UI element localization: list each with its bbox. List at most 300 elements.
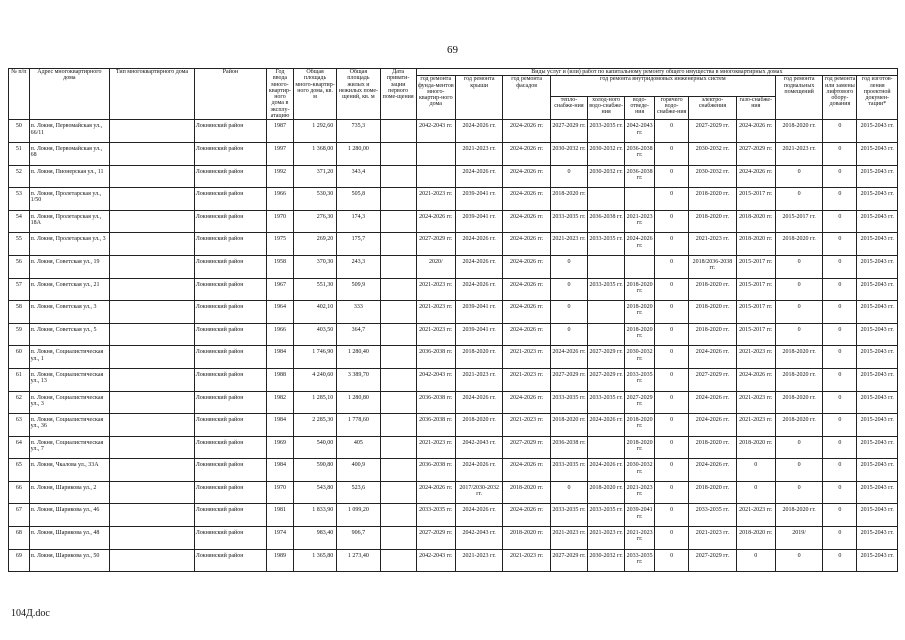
cell-docs: 2015-2043 гг. <box>857 436 898 459</box>
cell-hot: 0 <box>655 323 689 346</box>
header-living-area: Общая площадь жилых и нежилых поме-щений, кв. м <box>337 69 380 120</box>
cell-heat: 0 <box>550 301 587 324</box>
cell-facade: 2024-2026 гг. <box>503 255 550 278</box>
cell-roof: 2024-2026 гг. <box>455 120 502 143</box>
cell-type <box>110 459 195 482</box>
cell-hot: 0 <box>655 301 689 324</box>
cell-roof: 2039-2041 гг. <box>455 301 502 324</box>
cell-district: Локнянский район <box>194 233 266 256</box>
cell-type <box>110 549 195 572</box>
cell-living: 1 099,20 <box>337 504 380 527</box>
cell-lift: 0 <box>823 459 857 482</box>
cell-living: 333 <box>337 301 380 324</box>
cell-n: 50 <box>9 120 30 143</box>
cell-living: 3 389,70 <box>337 368 380 391</box>
cell-elec: 2021-2023 гг. <box>689 527 736 550</box>
cell-facade: 2024-2026 гг. <box>503 301 550 324</box>
cell-gas: 2021-2023 гг. <box>736 346 775 369</box>
cell-hot: 0 <box>655 459 689 482</box>
cell-hot: 0 <box>655 527 689 550</box>
cell-roof: 2021-2023 гг. <box>455 368 502 391</box>
header-district: Район <box>194 69 266 120</box>
header-privatization-date: Дата привати-зации первого поме-щения <box>380 69 416 120</box>
cell-docs: 2015-2043 гг. <box>857 481 898 504</box>
cell-heat: 2018-2020 гг. <box>550 414 587 437</box>
cell-found: 2036-2038 гг. <box>416 459 455 482</box>
cell-heat: 2024-2026 гг. <box>550 346 587 369</box>
cell-n: 57 <box>9 278 30 301</box>
cell-sewer: 2027-2029 гг. <box>625 391 655 414</box>
cell-gas: 2015-2017 гг. <box>736 278 775 301</box>
cell-facade: 2027-2029 гг. <box>503 436 550 459</box>
cell-n: 66 <box>9 481 30 504</box>
cell-cold: 2018-2020 гг. <box>588 481 625 504</box>
table-row <box>9 527 898 550</box>
table-row <box>9 188 898 211</box>
cell-docs: 2015-2043 гг. <box>857 278 898 301</box>
cell-elec: 2018-2020 гг. <box>689 188 736 211</box>
cell-gas: 2018-2020 гг. <box>736 436 775 459</box>
cell-heat: 2027-2029 гг. <box>550 549 587 572</box>
cell-address: п. Локня, Советская ул., 21 <box>29 278 110 301</box>
cell-hot: 0 <box>655 233 689 256</box>
capital-repair-table <box>8 68 898 572</box>
cell-n: 51 <box>9 142 30 165</box>
cell-n: 61 <box>9 368 30 391</box>
cell-heat: 0 <box>550 278 587 301</box>
cell-found: 2027-2029 гг. <box>416 527 455 550</box>
cell-gas: 2015-2017 гг. <box>736 301 775 324</box>
cell-priv <box>380 255 416 278</box>
cell-found: 2036-2038 гг. <box>416 414 455 437</box>
cell-cold: 2033-2035 гг. <box>588 504 625 527</box>
cell-year: 1966 <box>267 188 294 211</box>
cell-sewer: 2024-2026 гг. <box>625 233 655 256</box>
cell-n: 52 <box>9 165 30 188</box>
cell-living: 1 273,40 <box>337 549 380 572</box>
cell-type <box>110 323 195 346</box>
cell-facade: 2024-2026 гг. <box>503 504 550 527</box>
cell-base: 0 <box>775 188 822 211</box>
cell-roof: 2021-2023 гг. <box>455 549 502 572</box>
cell-living: 1 778,60 <box>337 414 380 437</box>
cell-lift: 0 <box>823 233 857 256</box>
cell-base: 2018-2020 гг. <box>775 414 822 437</box>
cell-year: 1969 <box>267 436 294 459</box>
cell-lift: 0 <box>823 278 857 301</box>
cell-year: 1966 <box>267 323 294 346</box>
cell-roof: 2021-2023 гг. <box>455 142 502 165</box>
header-design-docs: год изготов-ления проектной докумен-тации* <box>857 76 898 120</box>
cell-roof: 2024-2026 гг. <box>455 255 502 278</box>
cell-base: 2018-2020 гг. <box>775 346 822 369</box>
cell-district: Локнянский район <box>194 391 266 414</box>
cell-total: 1 365,80 <box>293 549 336 572</box>
cell-gas: 2024-2026 гг. <box>736 165 775 188</box>
cell-found: 2021-2023 гг. <box>416 278 455 301</box>
cell-found <box>416 142 455 165</box>
header-gas: газо-снабже-ния <box>736 96 775 120</box>
cell-type <box>110 165 195 188</box>
cell-sewer: 2039-2041 гг. <box>625 504 655 527</box>
cell-district: Локнянский район <box>194 301 266 324</box>
cell-base: 2015-2017 гг. <box>775 210 822 233</box>
cell-hot: 0 <box>655 414 689 437</box>
cell-facade: 2021-2023 гг. <box>503 368 550 391</box>
cell-facade: 2024-2026 гг. <box>503 233 550 256</box>
cell-year: 1982 <box>267 391 294 414</box>
cell-hot: 0 <box>655 549 689 572</box>
cell-cold: 2033-2035 гг. <box>588 391 625 414</box>
cell-found: 2036-2038 гг. <box>416 391 455 414</box>
cell-total: 276,30 <box>293 210 336 233</box>
cell-docs: 2015-2043 гг. <box>857 165 898 188</box>
cell-facade: 2024-2026 гг. <box>503 323 550 346</box>
cell-total: 4 240,60 <box>293 368 336 391</box>
cell-cold: 2024-2026 гг. <box>588 414 625 437</box>
header-roof: год ремонта крыши <box>455 76 502 120</box>
cell-docs: 2015-2043 гг. <box>857 391 898 414</box>
cell-living: 243,3 <box>337 255 380 278</box>
header-sewer: водо-отведе-ния <box>625 96 655 120</box>
cell-type <box>110 142 195 165</box>
cell-priv <box>380 414 416 437</box>
table-row <box>9 346 898 369</box>
cell-address: п. Локня, Чкалова ул., 33А <box>29 459 110 482</box>
header-facade: год ремонта фасадов <box>503 76 550 120</box>
cell-heat: 2033-2035 гг. <box>550 391 587 414</box>
cell-type <box>110 188 195 211</box>
cell-gas: 2027-2029 гг. <box>736 142 775 165</box>
cell-docs: 2015-2043 гг. <box>857 414 898 437</box>
cell-type <box>110 301 195 324</box>
cell-address: п. Локня, Социалистическая ул., 1 <box>29 346 110 369</box>
cell-facade: 2024-2026 гг. <box>503 188 550 211</box>
cell-address: п. Локня, Социалистическая ул., 3 <box>29 391 110 414</box>
cell-base: 0 <box>775 301 822 324</box>
cell-found: 2021-2023 гг. <box>416 436 455 459</box>
cell-facade: 2024-2026 гг. <box>503 142 550 165</box>
cell-found: 2027-2029 гг. <box>416 233 455 256</box>
cell-district: Локнянский район <box>194 142 266 165</box>
cell-total: 2 285,30 <box>293 414 336 437</box>
cell-address: п. Локня, Шарикова ул., 50 <box>29 549 110 572</box>
cell-hot: 0 <box>655 255 689 278</box>
cell-n: 69 <box>9 549 30 572</box>
cell-docs: 2015-2043 гг. <box>857 210 898 233</box>
cell-priv <box>380 481 416 504</box>
table-row <box>9 459 898 482</box>
cell-total: 403,50 <box>293 323 336 346</box>
cell-priv <box>380 188 416 211</box>
header-hot-water: горячего водо-снабже-ния <box>655 96 689 120</box>
table-row <box>9 549 898 572</box>
cell-cold <box>588 188 625 211</box>
cell-sewer: 2036-2038 гг. <box>625 142 655 165</box>
cell-type <box>110 527 195 550</box>
cell-living: 364,7 <box>337 323 380 346</box>
cell-type <box>110 436 195 459</box>
cell-district: Локнянский район <box>194 346 266 369</box>
cell-living: 505,8 <box>337 188 380 211</box>
cell-district: Локнянский район <box>194 188 266 211</box>
cell-district: Локнянский район <box>194 504 266 527</box>
cell-facade: 2024-2026 гг. <box>503 459 550 482</box>
cell-cold <box>588 255 625 278</box>
cell-found: 2020/ <box>416 255 455 278</box>
cell-n: 65 <box>9 459 30 482</box>
cell-lift: 0 <box>823 346 857 369</box>
cell-living: 1 280,80 <box>337 391 380 414</box>
table-row <box>9 255 898 278</box>
cell-lift: 0 <box>823 414 857 437</box>
cell-n: 60 <box>9 346 30 369</box>
cell-elec: 2033-2035 гг. <box>689 504 736 527</box>
cell-year: 1987 <box>267 120 294 143</box>
cell-base: 0 <box>775 278 822 301</box>
cell-heat: 2027-2029 гг. <box>550 368 587 391</box>
cell-address: п. Локня, Пролетарская ул., 18А <box>29 210 110 233</box>
cell-facade: 2021-2023 гг. <box>503 549 550 572</box>
cell-district: Локнянский район <box>194 323 266 346</box>
cell-year: 1975 <box>267 233 294 256</box>
cell-elec: 2027-2029 гг. <box>689 549 736 572</box>
cell-total: 1 833,90 <box>293 504 336 527</box>
cell-roof: 2017/2030-2032 гг. <box>455 481 502 504</box>
cell-n: 64 <box>9 436 30 459</box>
cell-priv <box>380 323 416 346</box>
cell-cold: 2021-2023 гг. <box>588 527 625 550</box>
cell-sewer: 2018-2020 гг. <box>625 436 655 459</box>
cell-year: 1984 <box>267 346 294 369</box>
cell-docs: 2015-2043 гг. <box>857 142 898 165</box>
cell-sewer: 2018-2020 гг. <box>625 323 655 346</box>
cell-facade: 2024-2026 гг. <box>503 165 550 188</box>
cell-cold: 2036-2038 гг. <box>588 210 625 233</box>
cell-year: 1984 <box>267 459 294 482</box>
cell-sewer: 2036-2038 гг. <box>625 165 655 188</box>
cell-found: 2024-2026 гг. <box>416 481 455 504</box>
cell-priv <box>380 301 416 324</box>
cell-type <box>110 255 195 278</box>
cell-address: п. Локня, Шарикова ул., 48 <box>29 527 110 550</box>
cell-sewer: 2021-2023 гг. <box>625 481 655 504</box>
header-services-group: Виды услуг и (или) работ по капитальному ремонту общего имущества в многоквартирных домах <box>416 69 897 76</box>
cell-docs: 2015-2043 гг. <box>857 504 898 527</box>
cell-gas: 0 <box>736 549 775 572</box>
cell-n: 53 <box>9 188 30 211</box>
cell-type <box>110 481 195 504</box>
cell-lift: 0 <box>823 165 857 188</box>
cell-sewer: 2018-2020 гг. <box>625 414 655 437</box>
cell-facade: 2021-2023 гг. <box>503 414 550 437</box>
cell-base: 2018-2020 гг. <box>775 504 822 527</box>
cell-elec: 2018-2020 гг. <box>689 210 736 233</box>
cell-lift: 0 <box>823 210 857 233</box>
cell-year: 1989 <box>267 549 294 572</box>
cell-address: п. Локня, Первомайская ул., 66/11 <box>29 120 110 143</box>
cell-hot: 0 <box>655 481 689 504</box>
cell-address: п. Локня, Пролетарская ул., 1/50 <box>29 188 110 211</box>
cell-total: 1 746,90 <box>293 346 336 369</box>
cell-address: п. Локня, Пролетарская ул., 3 <box>29 233 110 256</box>
cell-sewer <box>625 255 655 278</box>
cell-type <box>110 504 195 527</box>
cell-roof: 2042-2043 гг. <box>455 436 502 459</box>
cell-sewer: 2018-2020 гг. <box>625 301 655 324</box>
cell-sewer: 2033-2035 гг. <box>625 368 655 391</box>
cell-heat: 2030-2032 гг. <box>550 142 587 165</box>
cell-living: 343,4 <box>337 165 380 188</box>
cell-hot: 0 <box>655 210 689 233</box>
cell-district: Локнянский район <box>194 368 266 391</box>
cell-heat: 2021-2023 гг. <box>550 233 587 256</box>
cell-lift: 0 <box>823 391 857 414</box>
cell-base: 2018-2020 гг. <box>775 120 822 143</box>
cell-priv <box>380 527 416 550</box>
cell-type <box>110 210 195 233</box>
cell-district: Локнянский район <box>194 459 266 482</box>
cell-cold: 2030-2032 гг. <box>588 142 625 165</box>
cell-facade: 2024-2026 гг. <box>503 120 550 143</box>
cell-sewer: 2030-2032 гг. <box>625 459 655 482</box>
cell-found: 2033-2035 гг. <box>416 504 455 527</box>
cell-total: 370,30 <box>293 255 336 278</box>
cell-total: 551,30 <box>293 278 336 301</box>
cell-base: 0 <box>775 323 822 346</box>
cell-base: 2021-2023 гг. <box>775 142 822 165</box>
cell-heat: 0 <box>550 323 587 346</box>
cell-found: 2021-2023 гг. <box>416 188 455 211</box>
cell-total: 530,30 <box>293 188 336 211</box>
cell-district: Локнянский район <box>194 255 266 278</box>
cell-heat: 2027-2029 гг. <box>550 120 587 143</box>
table-row <box>9 481 898 504</box>
cell-hot: 0 <box>655 120 689 143</box>
cell-roof: 2042-2043 гг. <box>455 527 502 550</box>
table-row <box>9 210 898 233</box>
cell-lift: 0 <box>823 481 857 504</box>
cell-facade: 2018-2020 гг. <box>503 481 550 504</box>
cell-district: Локнянский район <box>194 436 266 459</box>
cell-sewer: 2033-2035 гг. <box>625 549 655 572</box>
cell-district: Локнянский район <box>194 210 266 233</box>
cell-elec: 2018-2020 гг. <box>689 481 736 504</box>
cell-base: 2018-2020 гг. <box>775 368 822 391</box>
cell-district: Локнянский район <box>194 165 266 188</box>
cell-heat: 2033-2035 гг. <box>550 504 587 527</box>
cell-roof: 2039-2041 гг. <box>455 188 502 211</box>
cell-docs: 2015-2043 гг. <box>857 459 898 482</box>
cell-elec: 2024-2026 гг. <box>689 346 736 369</box>
cell-base: 0 <box>775 481 822 504</box>
cell-elec: 2027-2029 гг. <box>689 368 736 391</box>
cell-total: 1 285,10 <box>293 391 336 414</box>
cell-type <box>110 346 195 369</box>
cell-hot: 0 <box>655 278 689 301</box>
cell-year: 1984 <box>267 414 294 437</box>
cell-roof: 2018-2020 гг. <box>455 414 502 437</box>
cell-district: Локнянский район <box>194 481 266 504</box>
cell-base: 0 <box>775 459 822 482</box>
table-row <box>9 504 898 527</box>
cell-docs: 2015-2043 гг. <box>857 346 898 369</box>
cell-gas: 2018-2020 гг. <box>736 210 775 233</box>
table-row <box>9 142 898 165</box>
cell-found: 2021-2023 гг. <box>416 323 455 346</box>
cell-cold: 2033-2035 гг. <box>588 233 625 256</box>
cell-heat: 2033-2035 гг. <box>550 459 587 482</box>
cell-gas: 2018-2020 гг. <box>736 233 775 256</box>
cell-total: 269,20 <box>293 233 336 256</box>
cell-roof: 2024-2026 гг. <box>455 504 502 527</box>
cell-priv <box>380 504 416 527</box>
cell-base: 2018-2020 гг. <box>775 391 822 414</box>
cell-roof: 2039-2041 гг. <box>455 210 502 233</box>
cell-elec: 2018/2036-2038 гг. <box>689 255 736 278</box>
cell-found <box>416 165 455 188</box>
cell-hot: 0 <box>655 165 689 188</box>
cell-n: 62 <box>9 391 30 414</box>
table-row <box>9 414 898 437</box>
cell-elec: 2030-2032 гг. <box>689 165 736 188</box>
cell-docs: 2015-2043 гг. <box>857 527 898 550</box>
table-row <box>9 165 898 188</box>
table-row <box>9 391 898 414</box>
cell-found: 2042-2043 гг. <box>416 368 455 391</box>
cell-elec: 2027-2029 гг. <box>689 120 736 143</box>
cell-facade: 2021-2023 гг. <box>503 346 550 369</box>
header-foundation: год ремонта фунда-ментов много-квартир-ного дома <box>416 76 455 120</box>
cell-district: Локнянский район <box>194 549 266 572</box>
cell-year: 1964 <box>267 301 294 324</box>
cell-type <box>110 414 195 437</box>
cell-address: п. Локня, Социалистическая ул., 7 <box>29 436 110 459</box>
cell-priv <box>380 346 416 369</box>
cell-lift: 0 <box>823 255 857 278</box>
cell-hot: 0 <box>655 391 689 414</box>
cell-year: 1958 <box>267 255 294 278</box>
header-electric: электро-снабжения <box>689 96 736 120</box>
cell-roof: 2024-2026 гг. <box>455 233 502 256</box>
cell-elec: 2018-2020 гг. <box>689 323 736 346</box>
cell-year: 1970 <box>267 481 294 504</box>
table-row <box>9 323 898 346</box>
cell-living: 174,3 <box>337 210 380 233</box>
header-address: Адрес многоквартирного дома <box>29 69 110 120</box>
cell-cold: 2030-2032 гг. <box>588 549 625 572</box>
cell-hot: 0 <box>655 142 689 165</box>
cell-year: 1981 <box>267 504 294 527</box>
cell-base: 0 <box>775 255 822 278</box>
cell-heat: 2033-2035 гг. <box>550 210 587 233</box>
cell-docs: 2015-2043 гг. <box>857 301 898 324</box>
cell-facade: 2024-2026 гг. <box>503 278 550 301</box>
cell-cold: 2033-2035 гг. <box>588 120 625 143</box>
cell-priv <box>380 233 416 256</box>
cell-total: 590,80 <box>293 459 336 482</box>
cell-n: 68 <box>9 527 30 550</box>
header-heat: тепло-снабже-ния <box>550 96 587 120</box>
cell-gas: 0 <box>736 481 775 504</box>
cell-lift: 0 <box>823 549 857 572</box>
cell-docs: 2015-2043 гг. <box>857 255 898 278</box>
table-row <box>9 233 898 256</box>
cell-living: 509,9 <box>337 278 380 301</box>
cell-lift: 0 <box>823 120 857 143</box>
cell-district: Локнянский район <box>194 414 266 437</box>
cell-sewer: 2030-2032 гг. <box>625 346 655 369</box>
